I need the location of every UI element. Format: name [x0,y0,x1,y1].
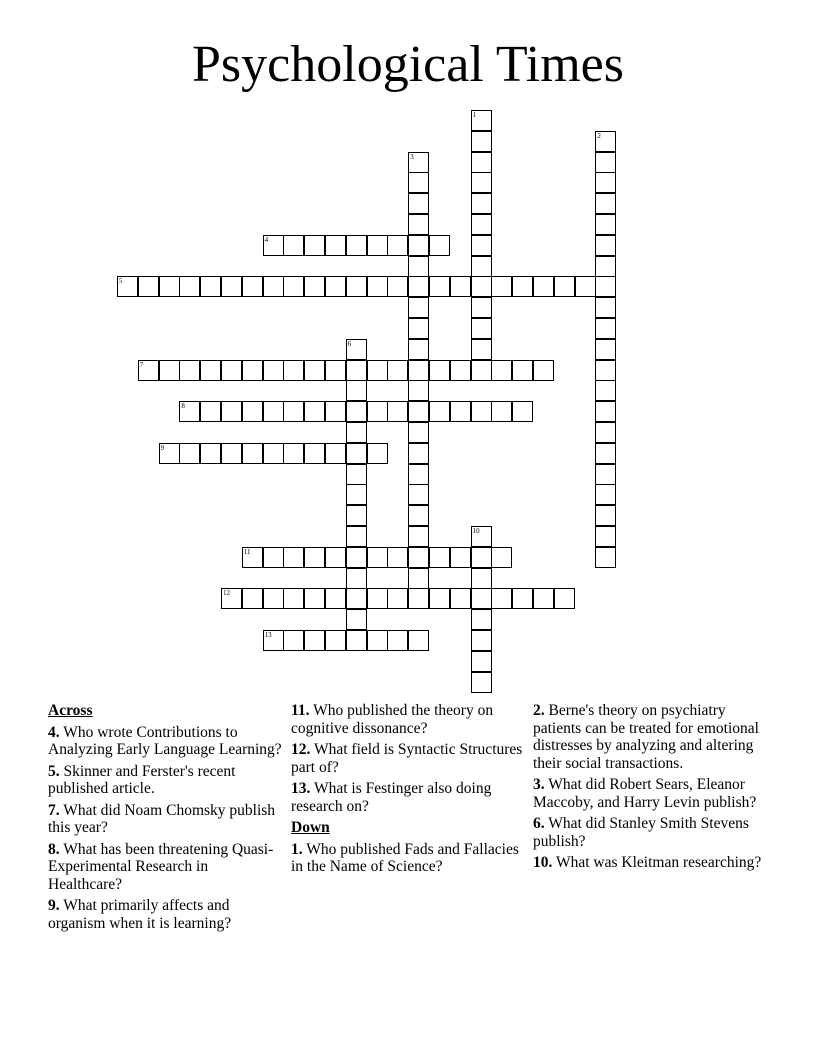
crossword-cell[interactable] [429,235,450,256]
clue-across-8: 8. What has been threatening Quasi-Experimental Research in Healthcare? [48,840,274,893]
crossword-cell[interactable] [512,276,533,297]
crossword-cell[interactable] [595,422,616,443]
crossword-cell[interactable] [263,547,284,568]
crossword-cell[interactable] [595,339,616,360]
cell-number: 5 [119,277,123,286]
crossword-cell[interactable] [263,630,284,651]
cell-number: 1 [472,111,477,119]
crossword-cell[interactable] [138,360,159,381]
crossword-cell[interactable] [117,276,138,297]
clue-down-6: 6. What did Stanley Smith Stevens publish? [533,815,749,850]
crossword-cell[interactable] [491,276,512,297]
crossword-cell[interactable] [387,360,408,381]
crossword-cell[interactable] [471,131,492,152]
crossword-cell[interactable] [283,276,304,297]
crossword-cell[interactable] [533,588,554,609]
page-title: Psychological Times [192,36,624,93]
clue-column-2 [291,702,526,880]
crossword-cell[interactable] [200,276,221,297]
crossword-cell[interactable] [471,235,492,256]
crossword-cell[interactable] [595,360,616,381]
crossword-cell[interactable] [367,547,388,568]
crossword-cell[interactable] [325,630,346,651]
crossword-cell[interactable] [200,360,221,381]
crossword-cell[interactable] [263,401,284,422]
crossword-cell[interactable] [595,484,616,505]
crossword-cell[interactable] [283,630,304,651]
crossword-cell[interactable] [346,505,367,526]
clue-down-10: 10. What was Kleitman researching? [533,854,762,871]
cell-number: 4 [264,235,269,244]
crossword-cell[interactable] [471,526,492,547]
across-heading: Across [48,702,93,719]
crossword-cell[interactable] [408,568,429,589]
crossword-cell[interactable] [346,401,367,422]
crossword-cell[interactable] [471,588,492,609]
crossword-cell[interactable] [283,588,304,609]
crossword-cell[interactable] [491,401,512,422]
crossword-cell[interactable] [595,276,616,297]
crossword-cell[interactable] [325,547,346,568]
crossword-cell[interactable] [221,360,242,381]
crossword-cell[interactable] [471,318,492,339]
crossword-cell[interactable] [471,401,492,422]
crossword-cell[interactable] [304,360,325,381]
crossword-cell[interactable] [346,588,367,609]
crossword-cell[interactable] [242,360,263,381]
crossword-cell[interactable] [179,360,200,381]
crossword-cell[interactable] [387,547,408,568]
cell-number: 13 [264,631,272,639]
crossword-cell[interactable] [429,588,450,609]
crossword-cell[interactable] [367,235,388,256]
crossword-cell[interactable] [367,588,388,609]
crossword-cell[interactable] [283,547,304,568]
cell-number: 11 [243,547,251,556]
clue-across-5: 5. Skinner and Ferster's recent published article. [48,762,236,797]
crossword-cell[interactable] [387,235,408,256]
crossword-cell[interactable] [346,235,367,256]
crossword-cell[interactable] [429,276,450,297]
cell-number: 12 [223,589,230,598]
cell-number: 9 [160,443,165,452]
crossword-cell[interactable] [595,526,616,547]
crossword-cell[interactable] [387,401,408,422]
crossword-cell[interactable] [408,318,429,339]
crossword-cell[interactable] [491,547,512,568]
cell-number: 10 [472,527,480,535]
crossword-cell[interactable] [179,443,200,464]
crossword-cell[interactable] [263,235,284,256]
crossword-cell[interactable] [533,360,554,381]
crossword-cell[interactable] [200,443,221,464]
clue-across-13: 13. What is Festinger also doing research on? [291,780,492,815]
crossword-cell[interactable] [283,235,304,256]
crossword-cell[interactable] [346,360,367,381]
crossword-cell[interactable] [471,651,492,672]
crossword-cell[interactable] [367,443,388,464]
clue-across-7: 7. What did Noam Chomsky publish this year? [48,801,276,836]
crossword-cell[interactable] [408,360,429,381]
crossword-cell[interactable] [595,131,616,152]
cell-number: 6 [347,339,352,348]
crossword-cell[interactable] [325,276,346,297]
crossword-cell[interactable] [346,484,367,505]
crossword-cell[interactable] [471,297,492,318]
crossword-cell[interactable] [408,401,429,422]
crossword-cell[interactable] [325,360,346,381]
crossword-cell[interactable] [595,547,616,568]
crossword-cell[interactable] [471,172,492,193]
crossword-cell[interactable] [450,276,471,297]
crossword-cell[interactable] [554,276,575,297]
crossword-cell[interactable] [263,588,284,609]
crossword-cell[interactable] [304,443,325,464]
crossword-cell[interactable] [304,547,325,568]
crossword-cell[interactable] [408,464,429,485]
cell-number: 2 [597,131,601,140]
crossword-cell[interactable] [595,443,616,464]
crossword-cell[interactable] [367,360,388,381]
crossword-cell[interactable] [346,526,367,547]
crossword-cell[interactable] [471,609,492,630]
crossword-cell[interactable] [408,484,429,505]
crossword-cell[interactable] [408,380,429,401]
crossword-cell[interactable] [159,443,180,464]
crossword-cell[interactable] [221,401,242,422]
crossword-cell[interactable] [595,318,616,339]
crossword-cell[interactable] [533,276,554,297]
crossword-cell[interactable] [242,547,263,568]
clue-across-11: 11. Who published the theory on cognitive dissonance? [291,702,494,737]
crossword-cell[interactable] [595,256,616,277]
crossword-cell[interactable] [138,276,159,297]
crossword-cell[interactable] [408,172,429,193]
crossword-cell[interactable] [554,588,575,609]
crossword-cell[interactable] [512,360,533,381]
cell-number: 8 [181,402,185,411]
crossword-cell[interactable] [512,401,533,422]
crossword-cell[interactable] [304,588,325,609]
crossword-cell[interactable] [367,401,388,422]
crossword-cell[interactable] [179,401,200,422]
clue-across-12: 12. What field is Syntactic Structures part of? [291,741,523,776]
crossword-cell[interactable] [595,193,616,214]
crossword-cell[interactable] [346,380,367,401]
crossword-cell[interactable] [595,297,616,318]
crossword-cell[interactable] [450,588,471,609]
crossword-cell[interactable] [595,505,616,526]
crossword-cell[interactable] [408,443,429,464]
crossword-cell[interactable] [408,214,429,235]
crossword-cell[interactable] [304,401,325,422]
crossword-cell[interactable] [242,276,263,297]
cell-number: 7 [139,360,144,369]
crossword-cell[interactable] [346,630,367,651]
crossword-cell[interactable] [346,422,367,443]
crossword-cell[interactable] [283,401,304,422]
crossword-cell[interactable] [408,276,429,297]
crossword-cell[interactable] [408,256,429,277]
crossword-cell[interactable] [595,464,616,485]
crossword-cell[interactable] [221,588,242,609]
crossword-cell[interactable] [179,276,200,297]
crossword-cell[interactable] [367,276,388,297]
crossword-cell[interactable] [408,588,429,609]
crossword-cell[interactable] [387,588,408,609]
crossword-cell[interactable] [429,360,450,381]
crossword-cell[interactable] [263,443,284,464]
crossword-cell[interactable] [200,401,221,422]
crossword-cell[interactable] [242,443,263,464]
crossword-cell[interactable] [471,110,492,131]
crossword-cell[interactable] [471,360,492,381]
crossword-cell[interactable] [595,401,616,422]
crossword-cell[interactable] [387,276,408,297]
crossword-cell[interactable] [367,630,388,651]
crossword-cell[interactable] [408,422,429,443]
crossword-cell[interactable] [471,276,492,297]
crossword-cell[interactable] [159,360,180,381]
crossword-cell[interactable] [575,276,596,297]
crossword-cell[interactable] [595,235,616,256]
crossword-cell[interactable] [346,443,367,464]
crossword-cell[interactable] [346,339,367,360]
crossword-cell[interactable] [346,276,367,297]
clue-column-1 [48,702,283,936]
crossword-cell[interactable] [471,193,492,214]
crossword-cell[interactable] [429,401,450,422]
crossword-cell[interactable] [408,630,429,651]
crossword-cell[interactable] [471,672,492,693]
crossword-cell[interactable] [471,547,492,568]
crossword-cell[interactable] [471,568,492,589]
crossword-cell[interactable] [325,588,346,609]
crossword-cell[interactable] [325,235,346,256]
crossword-cell[interactable] [471,256,492,277]
crossword-cell[interactable] [491,360,512,381]
crossword-cell[interactable] [283,360,304,381]
crossword-cell[interactable] [346,547,367,568]
crossword-cell[interactable] [450,401,471,422]
crossword-cell[interactable] [512,588,533,609]
crossword-cell[interactable] [429,547,450,568]
crossword-cell[interactable] [346,568,367,589]
crossword-cell[interactable] [595,152,616,173]
clue-down-3: 3. What did Robert Sears, Eleanor Maccoby, and Harry Levin publish? [533,776,757,811]
clue-down-2: 2. Berne's theory on psychiatry patients can be treated for emotional distresses by analyzing and altering their social transactions. [533,702,759,772]
crossword-cell[interactable] [471,339,492,360]
crossword-cell[interactable] [159,276,180,297]
crossword-cell[interactable] [408,152,429,173]
crossword-cell[interactable] [408,193,429,214]
crossword-cell[interactable] [408,297,429,318]
crossword-cell[interactable] [471,630,492,651]
crossword-cell[interactable] [263,276,284,297]
crossword-cell[interactable] [491,588,512,609]
crossword-cell[interactable] [221,276,242,297]
crossword-cell[interactable] [304,235,325,256]
clue-across-9: 9. What primarily affects and organism when it is learning? [48,897,232,932]
crossword-cell[interactable] [408,526,429,547]
crossword-cell[interactable] [325,401,346,422]
crossword-cell[interactable] [242,588,263,609]
crossword-cell[interactable] [408,547,429,568]
crossword-cell[interactable] [595,214,616,235]
crossword-cell[interactable] [408,505,429,526]
crossword-cell[interactable] [471,214,492,235]
crossword-cell[interactable] [304,630,325,651]
clue-down-1: 1. Who published Fads and Fallacies in the Name of Science? [291,840,519,875]
crossword-cell[interactable] [471,152,492,173]
crossword-cell[interactable] [408,235,429,256]
clue-across-4: 4. Who wrote Contributions to Analyzing Early Language Learning? [48,723,282,758]
crossword-cell[interactable] [408,339,429,360]
crossword-cell[interactable] [325,443,346,464]
crossword-cell[interactable] [450,360,471,381]
crossword-cell[interactable] [346,609,367,630]
crossword-cell[interactable] [595,380,616,401]
crossword-cell[interactable] [221,443,242,464]
crossword-cell[interactable] [595,172,616,193]
crossword-cell[interactable] [263,360,284,381]
cell-number: 3 [410,152,414,161]
down-heading: Down [291,819,330,836]
clue-column-3 [533,702,768,876]
crossword-cell[interactable] [387,630,408,651]
crossword-cell[interactable] [283,443,304,464]
crossword-cell[interactable] [346,464,367,485]
crossword-cell[interactable] [450,547,471,568]
crossword-cell[interactable] [304,276,325,297]
crossword-cell[interactable] [242,401,263,422]
